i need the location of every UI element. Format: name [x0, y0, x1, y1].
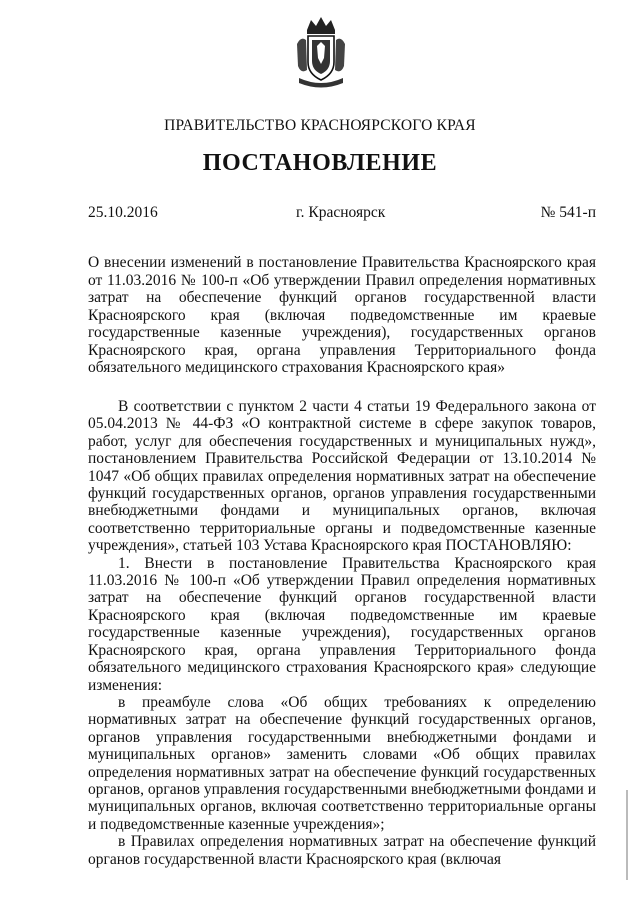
- organization-name: ПРАВИТЕЛЬСТВО КРАСНОЯРСКОГО КРАЯ: [164, 117, 476, 134]
- body-paragraph: в Правилах определения нормативных затрат на обеспечение функций органов государственной власти Красноярского края (включая: [88, 833, 596, 868]
- body-paragraph: 1. Внести в постановление Правительства Красноярского края 11.03.2016 № 100-п «Об утверждении Правил определения нормативных затрат на обеспечение функций органов государственной власти Красноярского края (включая подведомственные им краевые государственные казенные учреждения), государственных органов Красноярского края, органа управления Территориального фонда обязательного медицинского страхования Красноярского края» следующие изменения:: [88, 554, 596, 694]
- document-number: № 541-п: [540, 204, 596, 221]
- document-city: г. Красноярск: [296, 204, 386, 221]
- document-type: ПОСТАНОВЛЕНИЕ: [202, 150, 438, 176]
- document-date: 25.10.2016: [88, 204, 158, 221]
- body-paragraph: В соответствии с пунктом 2 части 4 статьи 19 Федерального закона от 05.04.2013 № 44-ФЗ «О контрактной системе в сфере закупок товаров, работ, услуг для обеспечения государственных и муниципальных нужд», постановлением Правительства Российской Федерации от 13.10.2014 № 1047 «Об общих правилах определения нормативных затрат на обеспечение функций государственных органов, органов управления государственными внебюджетными фондами и муниципальных органов, включая соответственно территориальные органы и подведомственные казенные учреждения», статьей 103 Устава Красноярского края ПОСТАНОВЛЯЮ:: [88, 398, 596, 555]
- scan-margin-mark: [626, 790, 628, 880]
- krasnoyarsk-coat-of-arms-icon: [293, 14, 349, 90]
- document-body: [88, 398, 596, 868]
- document-title: О внесении изменений в постановление Правительства Красноярского края от 11.03.2016 № 100-п «Об утверждении Правил определения нормативных затрат на обеспечение функций органов государственной власти Красноярского края (включая подведомственные им краевые государственные казенные учреждения), государственных органов Красноярского края, органа управления Территориального фонда обязательного медицинского страхования Красноярского края»: [88, 254, 596, 376]
- body-paragraph: в преамбуле слова «Об общих требованиях к определению нормативных затрат на обеспечение функций государственных органов, органов управления государственными внебюджетными фондами и муниципальных органов» заменить словами «Об общих правилах определения нормативных затрат на обеспечение функций государственных органов, органов управления государственными внебюджетными фондами и муниципальных органов, включая соответственно территориальные органы и подведомственные казенные учреждения»;: [88, 693, 596, 833]
